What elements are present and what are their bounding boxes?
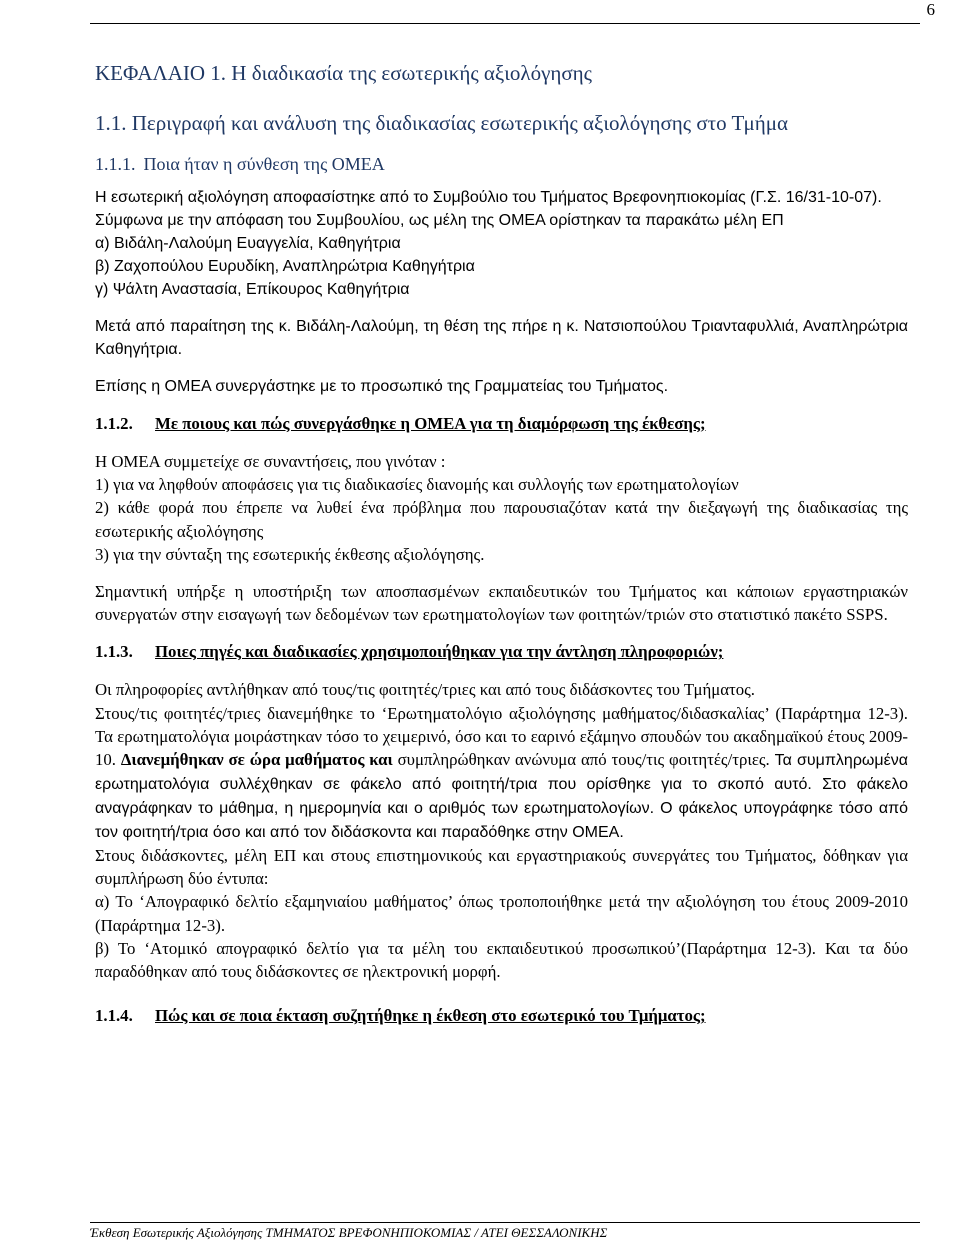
subsection-1-number: 1.1.1. (95, 154, 136, 174)
subsection-3-title: Ποιες πηγές και διαδικασίες χρησιμοποιήθηκαν για την άντληση πληροφοριών; (155, 642, 724, 662)
list-item: 3) για την σύνταξη της εσωτερικής έκθεσης αξιολόγησης. (95, 544, 485, 564)
subsection-4-heading (95, 1004, 908, 1028)
subsection-1-replacement: Μετά από παραίτηση της κ. Βιδάλη-Λαλούμη, τη θέση της πήρε η κ. Νατσιοπούλου Τριανταφυλλιά, Αναπληρώτρια Καθηγήτρια. (95, 318, 908, 358)
subsection-3-heading (95, 640, 908, 664)
member-item: γ) Ψάλτη Αναστασία, Επίκουρος Καθηγήτρια (95, 281, 410, 298)
subsection-2-heading (95, 412, 908, 436)
subsection-3-paragraph-1: Οι πληροφορίες αντλήθηκαν από τους/τις φοιτητές/τριες και από τους διδάσκοντες του Τμήματος. (95, 680, 756, 700)
paragraph-2-part-b: Διανεμήθηκαν σε ώρα μαθήματος και (120, 750, 393, 770)
list-item: 2) κάθε φορά που έπρεπε να λυθεί ένα πρόβλημα που παρουσιαζόταν κατά την διεξαγωγή της διαδικασίας της εσωτερικής αξιολόγησης (95, 498, 908, 541)
header-rule (90, 23, 920, 24)
subsection-4-number: 1.1.4. (95, 1006, 133, 1026)
chapter-title: ΚΕΦΑΛΑΙΟ 1. Η διαδικασία της εσωτερικής αξιολόγησης (95, 61, 592, 85)
subsection-1-heading (95, 152, 908, 176)
subsection-3-paragraph-4: α) Το ‘Απογραφικό δελτίο εξαμηνιαίου μαθήματος’ όπως τροποποιήθηκε μετά την αξιολόγηση του έτους 2009-2010 (Παράρτημα 12-3). (95, 892, 908, 935)
member-item: β) Ζαχοπούλου Ευρυδίκη, Αναπληρώτρια Καθηγήτρια (95, 258, 475, 275)
member-item: α) Βιδάλη-Λαλούμη Ευαγγελία, Καθηγήτρια (95, 235, 401, 252)
subsection-2-title: Με ποιους και πώς συνεργάσθηκε η ΟΜΕΑ για τη διαμόρφωση της έκθεσης; (155, 414, 706, 433)
subsection-2-number: 1.1.2. (95, 414, 133, 433)
paragraph-2-part-a: Στους/τις φοιτητές/τριες διανεμήθηκε το ‘Ερωτηματολόγιο αξιολόγησης μαθήματος/διδασκαλίας’ (Παράρτημα 12-3). Τα ερωτηματολόγια μοιράστηκαν τόσο το χειμερινό, όσο και το εαρινό εξάμηνο σπουδών του ακαδημαϊκού έτους 2009-10. (95, 703, 908, 770)
subsection-3-paragraph-3: Στους διδάσκοντες, μέλη ΕΠ και στους επιστημονικούς και εργαστηριακούς συνεργάτες του Τμήματος, δόθηκαν για συμπλήρωση δύο έντυπα: (95, 846, 908, 889)
footer-rule (90, 1222, 920, 1223)
page-number: 6 (926, 0, 935, 19)
paragraph-2-part-d: Τα συμπληρωμένα ερωτηματολόγια συλλέχθηκαν σε φάκελο από φοιτητή/τρια που ορίσθηκε για το σκοπό αυτό. Στο φάκελο αναγράφηκαν το μάθημα, η ημερομηνία και ο αριθμός των ερωτηματολογίων. Ο φάκελος υπογράφηκε τόσο από τον φοιτητή/τρια όσο και από τον διδάσκοντα και παραδόθηκε στην ΟΜΕΑ. (95, 752, 909, 842)
subsection-1-title: Ποια ήταν η σύνθεση της ΟΜΕΑ (143, 154, 385, 174)
subsection-1-intro: Η εσωτερική αξιολόγηση αποφασίστηκε από το Συμβούλιο του Τμήματος Βρεφονηπιοκομίας (Γ.Σ. 16/31-10-07). (95, 189, 882, 206)
subsection-2-intro: Η ΟΜΕΑ συμμετείχε σε συναντήσεις, που γινόταν : (95, 452, 446, 471)
subsection-1-decision: Σύμφωνα με την απόφαση του Συμβουλίου, ως μέλη της ΟΜΕΑ ορίστηκαν τα παρακάτω μέλη ΕΠ (95, 212, 784, 229)
subsection-2-support: Σημαντική υπήρξε η υποστήριξη των αποσπασμένων εκπαιδευτικών του Τμήματος και κάποιων εργαστηριακών συνεργατών στην εισαγωγή των δεδομένων των ερωτηματολογίων των φοιτητών/τριών στο στατιστικό πακέτο SSPS. (95, 582, 908, 625)
page-footer: Έκθεση Εσωτερικής Αξιολόγησης ΤΜΗΜΑΤΟΣ ΒΡΕΦΟΝΗΠΙΟΚΟΜΙΑΣ / ΑΤΕΙ ΘΕΣΣΑΛΟΝΙΚΗΣ (90, 1225, 608, 1240)
section-title: 1.1. Περιγραφή και ανάλυση της διαδικασίας εσωτερικής αξιολόγησης στο Τμήμα (95, 111, 789, 135)
subsection-3-paragraph-2 (95, 702, 908, 844)
subsection-3-number: 1.1.3. (95, 642, 133, 662)
subsection-1-staff: Επίσης η ΟΜΕΑ συνεργάστηκε με το προσωπικό της Γραμματείας του Τμήματος. (95, 378, 669, 395)
document-body (95, 58, 908, 1028)
subsection-3-paragraph-5: β) Το ‘Ατομικό απογραφικό δελτίο για τα μέλη του εκπαιδευτικού προσωπικού’(Παράρτημα 12-3). Και τα δύο παραδόθηκαν από τους διδάσκοντες σε ηλεκτρονική μορφή. (95, 938, 908, 982)
paragraph-2-part-c: συμπληρώθηκαν ανώνυμα από τους/τις φοιτητές/τριες. (392, 750, 775, 770)
list-item: 1) για να ληφθούν αποφάσεις για τις διαδικασίες διανομής και συλλογής των ερωτηματολογίων (95, 475, 739, 495)
subsection-4-title: Πώς και σε ποια έκταση συζητήθηκε η έκθεση στο εσωτερικό του Τμήματος; (155, 1006, 706, 1026)
